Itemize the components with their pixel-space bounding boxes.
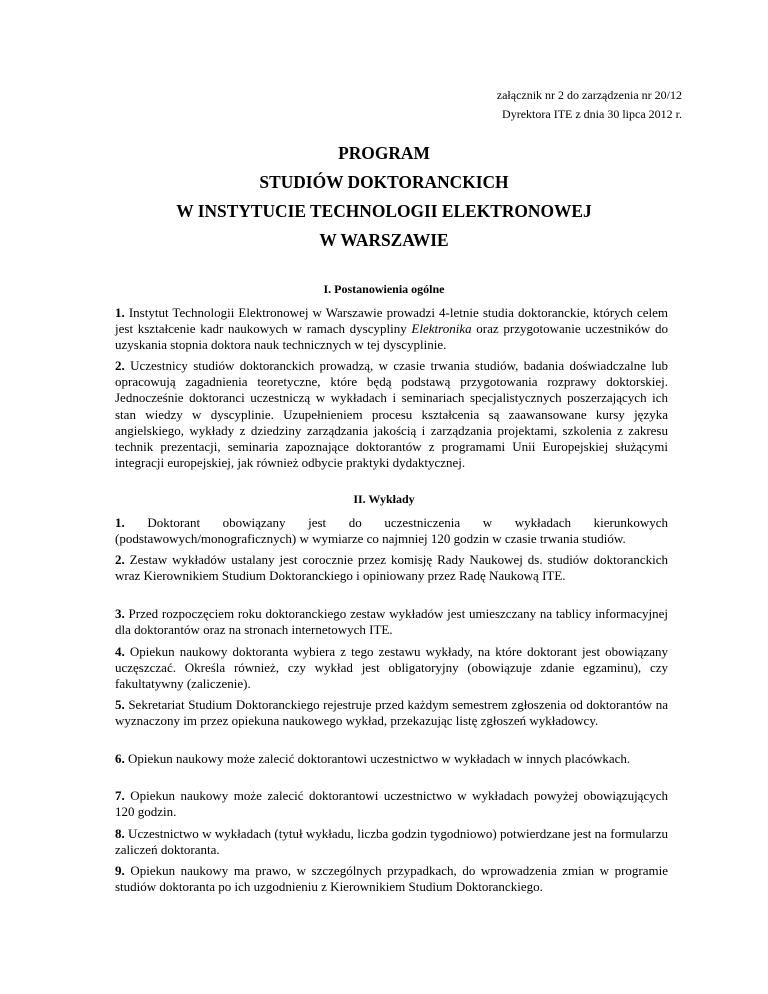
title-line-4: W WARSZAWIE (319, 230, 449, 250)
lecture-item-2 (115, 552, 668, 584)
lecture-item-4 (115, 644, 668, 693)
item-text: Zestaw wykładów ustalany jest corocznie przez komisję Rady Naukowej ds. studiów doktoranckich wraz Kierownikiem Studium Doktoranckiego i opiniowany przez Radę Naukową ITE. (115, 552, 668, 584)
item-text: Sekretariat Studium Doktoranckiego rejestruje przed każdym semestrem zgłoszenia od doktorantów na wyznaczony im przez opiekuna naukowego wykład, przekazując listę zgłoszeń wykładowcy. (115, 697, 668, 729)
item-number: 3. (115, 606, 125, 621)
section-1-paragraph-1 (115, 305, 668, 354)
item-number: 5. (115, 697, 125, 712)
item-number: 2. (115, 552, 125, 567)
attachment-line-2: Dyrektora ITE z dnia 30 lipca 2012 r. (502, 107, 682, 121)
attachment-note (497, 86, 682, 124)
paragraph-text: oraz przygotowanie uczestników do uzyskania stopnia doktora nauk technicznych w tej dyscyplinie. (115, 321, 668, 353)
paragraph-text: Uczestnicy studiów doktoranckich prowadzą, w czasie trwania studiów, badania doświadczalne lub opracowują zagadnienia teoretyczne, które będą podstawą przygotowania rozprawy doktorskiej. Jednocześnie doktoranci uczestniczą w wykładach i seminariach specjalistycznych poszerzających ich stan wiedzy w dyscyplinie. Uzupełnieniem procesu kształcenia są zaawansowane kursy języka angielskiego, wykłady z dziedziny zarządzania jakością i zarządzania projektami, szkolenia z zakresu technik prezentacji, seminaria zapoznające doktorantów z programami Unii Europejskiej służącymi integracji europejskiej, jak również odbycie praktyki dydaktycznej. (115, 358, 668, 471)
paragraph-number: 1. (115, 305, 125, 320)
section-2-heading: II. Wykłady (353, 492, 415, 506)
section-1-heading: I. Postanowienia ogólne (323, 282, 445, 296)
item-text: Opiekun naukowy może zalecić doktorantowi uczestnictwo w wykładach w innych placówkach. (124, 751, 631, 766)
title-line-1: PROGRAM (338, 143, 430, 163)
item-text: Przed rozpoczęciem roku doktoranckiego zestaw wykładów jest umieszczany na tablicy informacyjnej dla doktorantów oraz na stronach internetowych ITE. (115, 606, 668, 638)
title-line-2: STUDIÓW DOKTORANCKICH (259, 172, 509, 192)
item-text: Uczestnictwo w wykładach (tytuł wykładu, liczba godzin tygodniowo) potwierdzane jest na formularzu zaliczeń doktoranta. (115, 826, 668, 858)
lecture-item-3 (115, 606, 668, 638)
lecture-item-9 (115, 863, 668, 895)
item-number: 7. (115, 788, 125, 803)
item-text: Opiekun naukowy ma prawo, w szczególnych przypadkach, do wprowadzenia zmian w programie studiów doktoranta po ich uzgodnieniu z Kierownikiem Studium Doktoranckiego. (115, 863, 668, 895)
item-number: 4. (115, 644, 125, 659)
lecture-item-5 (115, 697, 668, 729)
paragraph-text: Instytut Technologii Elektronowej w Warszawie prowadzi 4-letnie studia doktoranckie, których celem jest kształcenie kadr naukowych w ramach dyscypliny (115, 305, 668, 337)
item-number: 6. (115, 751, 125, 766)
item-number: 8. (115, 826, 125, 841)
item-number: 9. (115, 863, 125, 878)
attachment-line-1: załącznik nr 2 do zarządzenia nr 20/12 (496, 88, 682, 102)
lecture-item-6 (115, 751, 668, 767)
document-title (0, 139, 768, 255)
item-number: 1. (115, 515, 125, 530)
item-text: Opiekun naukowy może zalecić doktorantowi uczestnictwo w wykładach powyżej obowiązujących 120 godzin. (115, 788, 668, 820)
lecture-item-7 (115, 788, 668, 820)
paragraph-number: 2. (115, 358, 125, 373)
lecture-item-1 (115, 515, 668, 547)
item-text: Opiekun naukowy doktoranta wybiera z tego zestawu wykłady, na które doktorant jest obowiązany uczęszczać. Określa również, czy wykład jest obligatoryjny (obowiązuje zdanie egzaminu), czy fakultatywny (zaliczenie). (115, 644, 668, 692)
section-1-paragraph-2 (115, 358, 668, 471)
lecture-item-8 (115, 826, 668, 858)
paragraph-emphasis: Elektronika (411, 321, 472, 337)
title-line-3: W INSTYTUCIE TECHNOLOGII ELEKTRONOWEJ (176, 201, 592, 221)
item-text: Doktorant obowiązany jest do uczestniczenia w wykładach kierunkowych (podstawowych/monograficznych) w wymiarze co najmniej 120 godzin w czasie trwania studiów. (115, 515, 668, 547)
